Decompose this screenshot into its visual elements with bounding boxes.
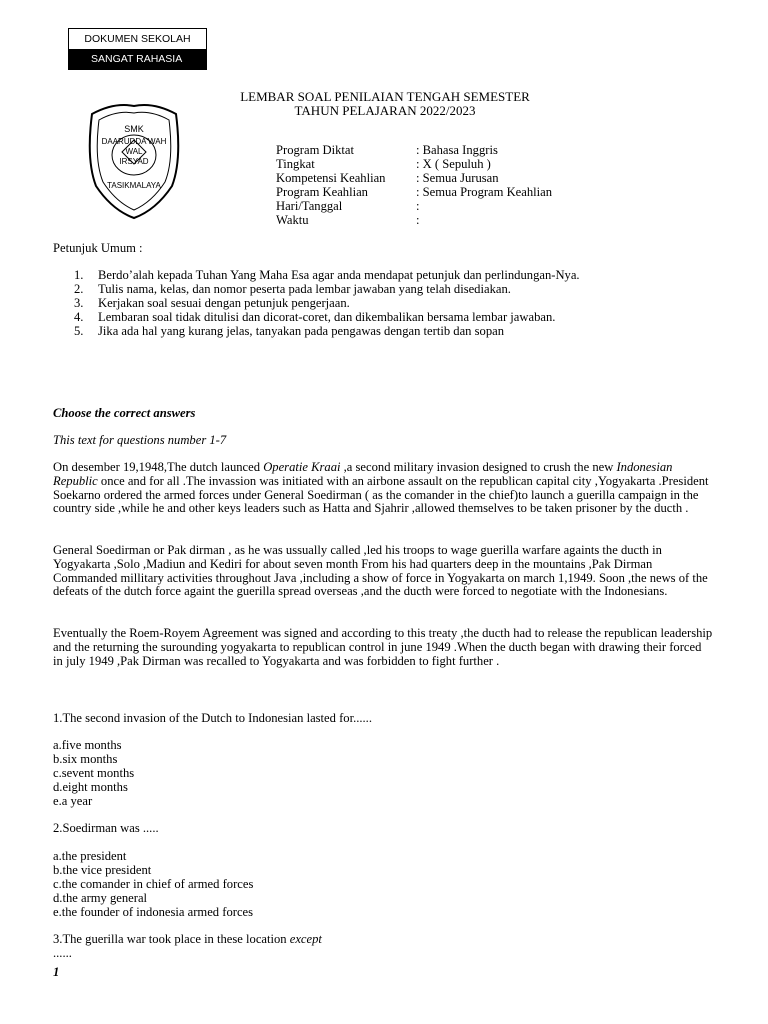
passage-paragraph-1: On desember 19,1948,The dutch launced Operatie Kraai ,a second military invasion designed to crush the new Indonesian Republic once and for all .The invassion was initiated with an airbone assault on the republican capital city ,Yogyakarta .President Soekarno ordered the armed forces under General Soedirman ( as the comander in the chief)to launch a guerilla campaign in the country side ,while he and other keys leaders such as Hatta and Sjahrir ,allowed themselves to be taken prisoner by the ducth . <box>53 460 709 516</box>
page-title: LEMBAR SOAL PENILAIAN TENGAH SEMESTER <box>240 89 530 104</box>
logo-text-2: DAARUDDA'WAH <box>101 137 167 146</box>
list-item: 2. Tulis nama, kelas, dan nomor peserta pada lembar jawaban yang telah disediakan. <box>74 282 511 296</box>
stamp-line-1: DOKUMEN SEKOLAH <box>69 29 206 49</box>
list-item: 4. Lembaran soal tidak ditulisi dan dicorat-coret, dan dikembalikan bersama lembar jawaban. <box>74 310 556 324</box>
stamp-line-2: SANGAT RAHASIA <box>69 49 206 69</box>
section-title: Choose the correct answers <box>53 406 196 420</box>
question-1-option-b: b.six months <box>53 752 118 766</box>
document-stamp <box>68 28 207 70</box>
school-logo <box>84 100 184 222</box>
passage-paragraph-3: Eventually the Roem-Royem Agreement was signed and according to this treaty ,the ducth had to release the republican leadership and the returning the surounding yogyakarta to republican control in june 1949 .When the ducth began with drawing their forced in july 1949 ,Pak Dirman was recalled to Yogyakarta and was forbidden to fight further . <box>53 626 713 668</box>
logo-text-4: IRSYAD <box>119 157 149 166</box>
page-subtitle: TAHUN PELAJARAN 2022/2023 <box>294 103 476 118</box>
school-logo-icon <box>84 100 184 222</box>
exam-info-row: Program Diktat : Bahasa Inggris <box>276 143 498 157</box>
question-3-continuation: ...... <box>53 946 72 960</box>
question-2-option-a: a.the president <box>53 849 127 863</box>
question-2: 2.Soedirman was ..... <box>53 821 159 835</box>
instructions-list <box>74 268 734 338</box>
exam-info-row: Waktu : <box>276 213 420 227</box>
list-item: 1. Berdo’alah kepada Tuhan Yang Maha Esa agar anda mendapat petunjuk dan perlindungan-Nya. <box>74 268 580 282</box>
passage-paragraph-2: General Soedirman or Pak dirman , as he was ussually called ,led his troops to wage guerilla warfare againts the ducth in Yogyakarta ,Solo ,Madiun and Kediri for about seven month From his had quarters deep in the mountains ,Pak Dirman Commanded millitary activities throughout Java ,including a show of force in Yogyakarta on march 1,1949. Soon ,the news of the defeats of the dutch force againt the guerilla spread overseas ,and the ducth were forced to negotiate with the Indonesians. <box>53 543 708 599</box>
logo-text-5: TASIKMALAYA <box>107 181 161 190</box>
section-subtitle: This text for questions number 1-7 <box>53 433 227 447</box>
question-3: 3.The guerilla war took place in these location except <box>53 932 322 946</box>
exam-info-row: Tingkat : X ( Sepuluh ) <box>276 157 491 171</box>
question-1-option-e: e.a year <box>53 794 93 808</box>
question-1-option-a: a.five months <box>53 738 122 752</box>
exam-info-row: Hari/Tanggal : <box>276 199 420 213</box>
question-1: 1.The second invasion of the Dutch to Indonesian lasted for...... <box>53 711 372 725</box>
exam-info-row: Kompetensi Keahlian : Semua Jurusan <box>276 171 499 185</box>
question-2-option-e: e.the founder of indonesia armed forces <box>53 905 254 919</box>
exam-info-row: Program Keahlian : Semua Program Keahlian <box>276 185 553 199</box>
instructions-title: Petunjuk Umum : <box>53 241 143 255</box>
question-2-option-d: d.the army general <box>53 891 148 905</box>
question-2-option-b: b.the vice president <box>53 863 152 877</box>
question-1-option-d: d.eight months <box>53 780 128 794</box>
question-2-option-c: c.the comander in chief of armed forces <box>53 877 254 891</box>
logo-text-3: WAL <box>125 147 143 156</box>
list-item: 5. Jika ada hal yang kurang jelas, tanyakan pada pengawas dengan tertib dan sopan <box>74 324 505 338</box>
exam-info-table <box>276 143 636 227</box>
page-number: 1 <box>53 965 60 979</box>
question-1-option-c: c.sevent months <box>53 766 135 780</box>
list-item: 3. Kerjakan soal sesuai dengan petunjuk pengerjaan. <box>74 296 350 310</box>
logo-text-1: SMK <box>124 124 144 134</box>
